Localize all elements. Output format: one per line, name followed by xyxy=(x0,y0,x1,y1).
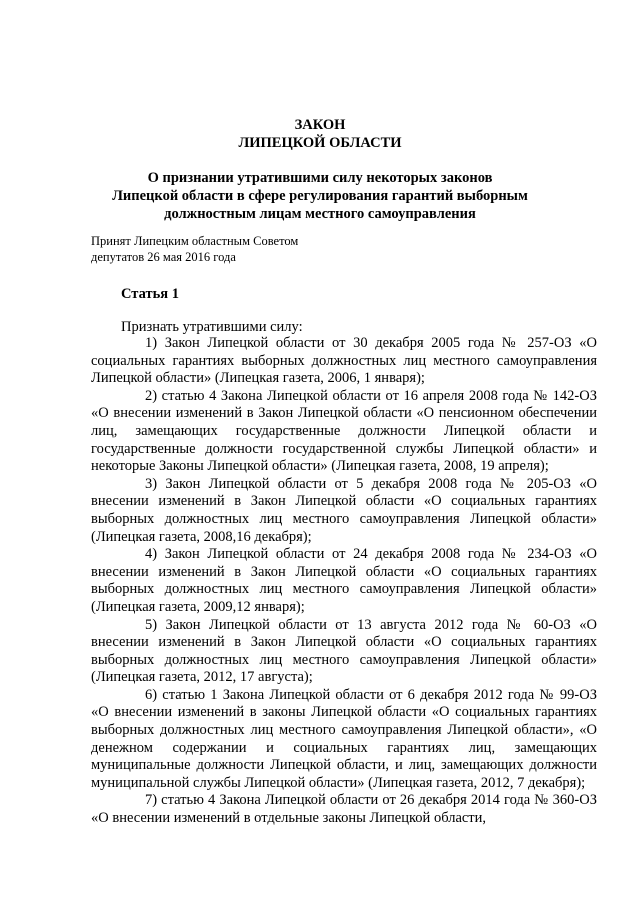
law-subtitle-line-1: О признании утратившими силу некоторых законов xyxy=(147,170,493,186)
list-item: 1) Закон Липецкой области от 30 декабря 2005 года № 257-ОЗ «О социальных гарантиях выборных должностных лиц местного самоуправления Липецкой области» (Липецкая газета, 2006, 1 января); xyxy=(91,335,597,387)
list-item: 6) статью 1 Закона Липецкой области от 6 декабря 2012 года № 99-ОЗ «О внесении изменений в законы Липецкой области «О социальных гарантиях выборных должностных лиц местного самоуправления Липецкой области», «О денежном содержании и социальных гарантиях лиц, замещающих муниципальные должности Липецкой области, и лиц, замещающих должности муниципальной службы Липецкой области» (Липецкая газета, 2012, 7 декабря); xyxy=(91,686,597,791)
law-title: ЗАКОН xyxy=(294,117,346,133)
adoption-line-2: депутатов 26 мая 2016 года xyxy=(91,250,236,264)
list-item: 2) статью 4 Закона Липецкой области от 16 апреля 2008 года № 142-ОЗ «О внесении изменений в Закон Липецкой области «О пенсионном обеспечении лиц, замещающих государственные должности Липецкой области и государственные должности государственной службы Липецкой области» и некоторые Законы Липецкой области» (Липецкая газета, 2008, 19 апреля); xyxy=(91,387,597,475)
adoption-info xyxy=(91,233,298,265)
list-item: 5) Закон Липецкой области от 13 августа 2012 года № 60-ОЗ «О внесении изменений в Закон Липецкой области «О социальных гарантиях выборных должностных лиц местного самоуправления Липецкой области» (Липецкая газета, 2012, 17 августа); xyxy=(91,616,597,686)
law-subtitle-line-3: должностным лицам местного самоуправления xyxy=(164,206,476,222)
list-item: 7) статью 4 Закона Липецкой области от 26 декабря 2014 года № 360-ОЗ «О внесении изменений в отдельные законы Липецкой области, xyxy=(91,792,597,827)
article-items xyxy=(91,335,597,828)
article-intro: Признать утратившими силу: xyxy=(121,319,303,335)
region-title: ЛИПЕЦКОЙ ОБЛАСТИ xyxy=(238,135,402,151)
adoption-line-1: Принят Липецким областным Советом xyxy=(91,234,299,248)
article-heading: Статья 1 xyxy=(121,286,179,302)
list-item: 3) Закон Липецкой области от 5 декабря 2008 года № 205-ОЗ «О внесении изменений в Закон Липецкой области «О социальных гарантиях выборных должностных лиц местного самоуправления Липецкой области» (Липецкая газета, 2008,16 декабря); xyxy=(91,475,597,545)
list-item: 4) Закон Липецкой области от 24 декабря 2008 года № 234-ОЗ «О внесении изменений в Закон Липецкой области «О социальных гарантиях выборных должностных лиц местного самоуправления Липецкой области» (Липецкая газета, 2009,12 января); xyxy=(91,546,597,615)
law-subtitle-line-2: Липецкой области в сфере регулирования гарантий выборным xyxy=(112,188,528,204)
